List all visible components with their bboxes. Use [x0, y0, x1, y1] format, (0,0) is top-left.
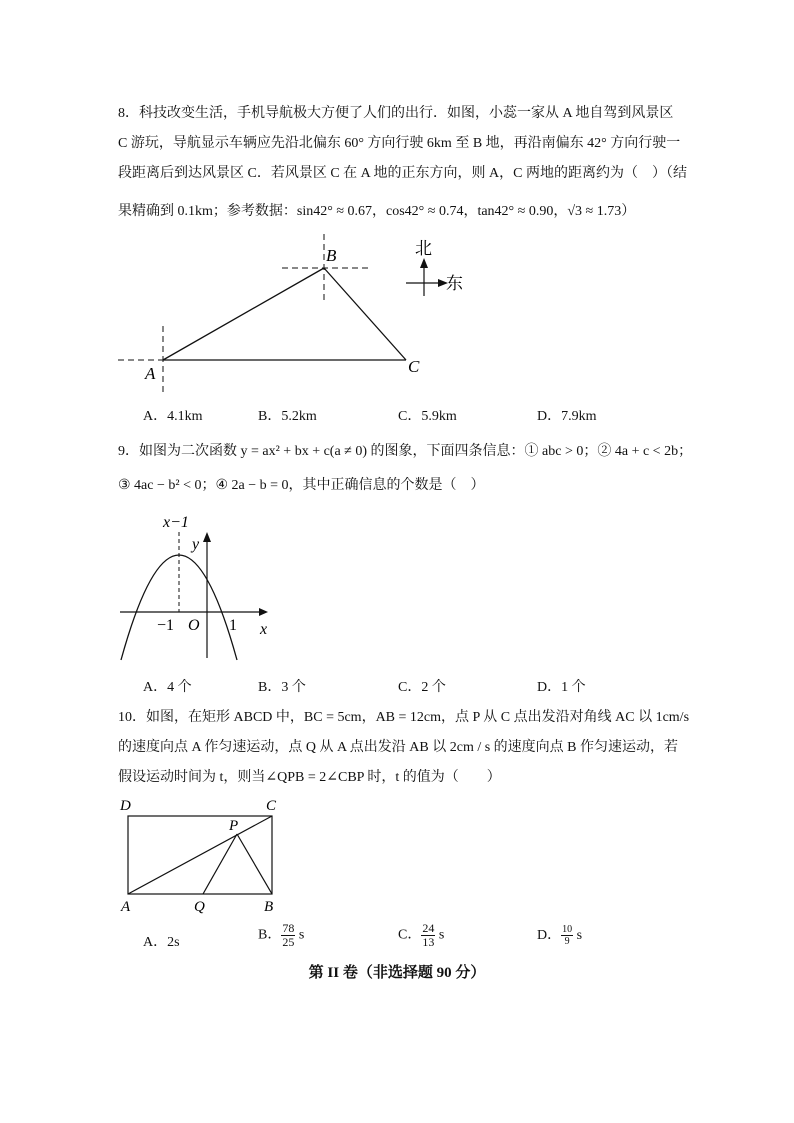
- y-axis-arrow-icon: [203, 532, 211, 542]
- q10-option-d-fraction: [561, 924, 573, 947]
- q9-label-one: 1: [229, 617, 237, 634]
- q10-option-c: [398, 922, 444, 949]
- q10-option-d-numerator: 10: [562, 924, 573, 936]
- q10-option-d-unit: s: [576, 928, 583, 943]
- q9-label-origin: O: [188, 617, 200, 634]
- q8-label-east: 东: [446, 274, 463, 293]
- q10-text-line-2: 的速度向点 A 作匀速运动，点 Q 从 A 点出发沿 AB 以 2cm / s 的速度向点 B 作匀速运动，若: [118, 740, 679, 755]
- q10-option-d: [537, 924, 582, 947]
- section-heading: 第 II 卷（非选择题 90 分）: [308, 965, 486, 981]
- q8-text-line-4: 果精确到 0.1km；参考数据：sin42° ≈ 0.67，cos42° ≈ 0.74，tan42° ≈ 0.90，√3 ≈ 1.73）: [118, 204, 636, 219]
- q10-option-a: A．2s: [143, 935, 180, 950]
- q9-option-d: D．1 个: [537, 680, 586, 695]
- north-arrow-icon: [420, 258, 428, 268]
- q10-option-b-numerator: 78: [282, 921, 295, 935]
- q9-label-y: y: [192, 536, 200, 553]
- q10-option-d-prefix: D．: [537, 928, 562, 943]
- q10-text-line-3: 假设运动时间为 t，则当∠QPB = 2∠CBP 时，t 的值为（ ）: [118, 770, 501, 785]
- q10-label-p: P: [229, 818, 239, 834]
- q10-option-c-numerator: 24: [422, 921, 435, 935]
- q10-label-q: Q: [194, 899, 205, 915]
- x-axis-arrow-icon: [259, 608, 268, 616]
- q9-label-x: x: [260, 621, 268, 638]
- q10-option-b-denominator: 25: [282, 935, 295, 949]
- q8-option-a: A．4.1km: [143, 409, 203, 424]
- q8-text-line-1: 8．科技改变生活，手机导航极大方便了人们的出行．如图，小蕊一家从 A 地自驾到风景区: [118, 106, 674, 121]
- q10-option-b-unit: s: [298, 927, 305, 943]
- q9-label-neg-one: −1: [157, 617, 175, 634]
- q10-option-c-unit: s: [438, 927, 445, 943]
- q8-label-b: B: [326, 246, 337, 265]
- q10-label-b: B: [264, 899, 274, 915]
- q8-option-c: C．5.9km: [398, 409, 457, 424]
- q8-label-a: A: [145, 364, 156, 383]
- q9-label-axis-eq: x−1: [163, 514, 189, 531]
- q10-segment-qp: [203, 834, 237, 894]
- q10-option-c-denominator: 13: [422, 935, 435, 949]
- q10-label-c: C: [266, 798, 277, 814]
- q10-option-b: [258, 922, 304, 949]
- q10-text-line-1: 10．如图，在矩形 ABCD 中，BC = 5cm，AB = 12cm，点 P 从 C 点出发沿对角线 AC 以 1cm/s: [118, 710, 690, 725]
- q10-diagonal-ac: [128, 816, 272, 894]
- q9-text-line-1: 9．如图为二次函数 y = ax² + bx + c(a ≠ 0) 的图象，下面四条信息：① abc > 0；② 4a + c < 2b；: [118, 444, 693, 459]
- q8-option-b: B．5.2km: [258, 409, 317, 424]
- q10-option-b-fraction: [281, 922, 295, 949]
- q8-segment-ab: [163, 268, 324, 360]
- q10-option-c-prefix: C．: [398, 927, 422, 943]
- q8-text-line-3: 段距离后到达风景区 C．若风景区 C 在 A 地的正东方向，则 A，C 两地的距离约为（ ）（结: [118, 166, 687, 181]
- q8-label-c: C: [408, 357, 420, 376]
- q8-option-d: D．7.9km: [537, 409, 597, 424]
- q10-option-c-fraction: [421, 922, 435, 949]
- q9-option-a: A．4 个: [143, 680, 192, 695]
- q8-segment-bc: [324, 268, 406, 360]
- q8-text-line-2: C 游玩，导航显示车辆应先沿北偏东 60° 方向行驶 6km 至 B 地，再沿南偏东 42° 方向行驶一: [118, 136, 681, 151]
- q10-segment-pb: [237, 834, 272, 894]
- q10-option-b-prefix: B．: [258, 927, 282, 943]
- q8-label-north: 北: [415, 239, 432, 258]
- q9-option-c: C．2 个: [398, 680, 446, 695]
- q9-option-b: B．3 个: [258, 680, 306, 695]
- q10-option-d-denominator: 9: [564, 936, 570, 948]
- q10-label-a: A: [121, 899, 131, 915]
- q10-label-d: D: [120, 798, 131, 814]
- q9-text-line-2: ③ 4ac − b² < 0；④ 2a − b = 0，其中正确信息的个数是（ ）: [118, 478, 485, 493]
